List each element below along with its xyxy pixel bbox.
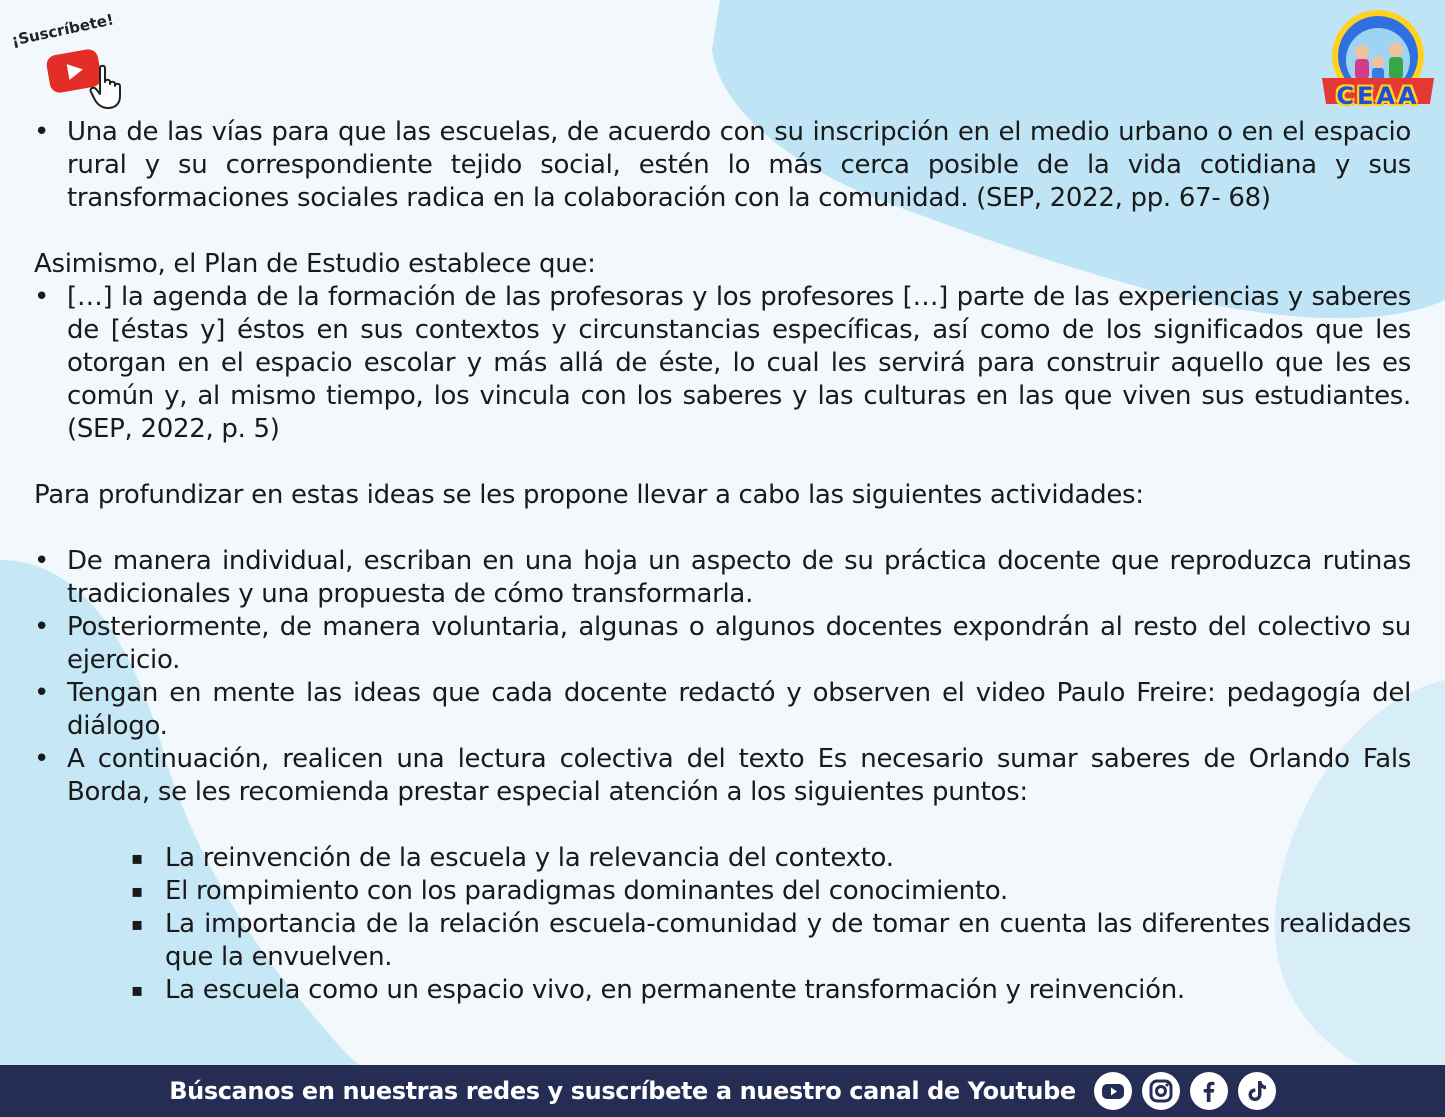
instagram-icon[interactable] — [1142, 1072, 1180, 1110]
list-item: ▪ La importancia de la relación escuela-comunidad y de tomar en cuenta las diferentes realidades que la envuelven. — [165, 908, 1411, 974]
logo-text: CEAA — [1336, 82, 1420, 110]
subscribe-label: ¡Suscríbete! — [10, 10, 116, 50]
list-item: • Tengan en mente las ideas que cada docente redactó y observen el video Paulo Freire: pedagogía del diálogo. — [34, 677, 1411, 743]
ceaa-logo — [1318, 8, 1438, 114]
activities-list — [34, 545, 1411, 809]
document-body — [34, 116, 1411, 1007]
tiktok-icon[interactable] — [1238, 1072, 1276, 1110]
pointer-hand-icon — [88, 64, 126, 110]
facebook-icon[interactable] — [1190, 1072, 1228, 1110]
list-item: • […] la agenda de la formación de las profesoras y los profesores […] parte de las experiencias y saberes de [éstas y] éstos en sus contextos y circunstancias específicas, así como de los significados que les otorgan en el espacio escolar y más allá de éste, lo cual les servirá para construir aquello que les es común y, al mismo tiempo, los vincula con los saberes y las culturas en las que viven sus estudiantes. (SEP, 2022, p. 5) — [34, 281, 1411, 446]
list-item: ▪ La escuela como un espacio vivo, en permanente transformación y reinvención. — [165, 974, 1411, 1007]
intro-quote-list — [34, 116, 1411, 215]
focus-points-list — [34, 842, 1411, 1007]
list-item: • A continuación, realicen una lectura colectiva del texto Es necesario sumar saberes de Orlando Fals Borda, se les recomienda prestar especial atención a los siguientes puntos: — [34, 743, 1411, 809]
list-item: ▪ La reinvención de la escuela y la relevancia del contexto. — [165, 842, 1411, 875]
footer-text: Búscanos en nuestras redes y suscríbete a nuestro canal de Youtube — [169, 1077, 1076, 1105]
asimismo-paragraph: Asimismo, el Plan de Estudio establece que: — [34, 249, 596, 279]
plan-quote-list — [34, 281, 1411, 446]
list-item: ▪ El rompimiento con los paradigmas dominantes del conocimiento. — [165, 875, 1411, 908]
subscribe-badge[interactable] — [8, 10, 128, 100]
activities-intro: Para profundizar en estas ideas se les propone llevar a cabo las siguientes actividades: — [34, 480, 1144, 510]
footer-bar — [0, 1065, 1445, 1117]
youtube-icon[interactable] — [1094, 1072, 1132, 1110]
list-item: • Una de las vías para que las escuelas, de acuerdo con su inscripción en el medio urbano o en el espacio rural y su correspondiente tejido social, estén lo más cerca posible de la vida cotidiana y sus transformaciones sociales radica en la colaboración con la comunidad. (SEP, 2022, pp. 67- 68) — [34, 116, 1411, 215]
list-item: • Posteriormente, de manera voluntaria, algunas o algunos docentes expondrán al resto del colectivo su ejercicio. — [34, 611, 1411, 677]
list-item: • De manera individual, escriban en una hoja un aspecto de su práctica docente que reproduzca rutinas tradicionales y una propuesta de cómo transformarla. — [34, 545, 1411, 611]
